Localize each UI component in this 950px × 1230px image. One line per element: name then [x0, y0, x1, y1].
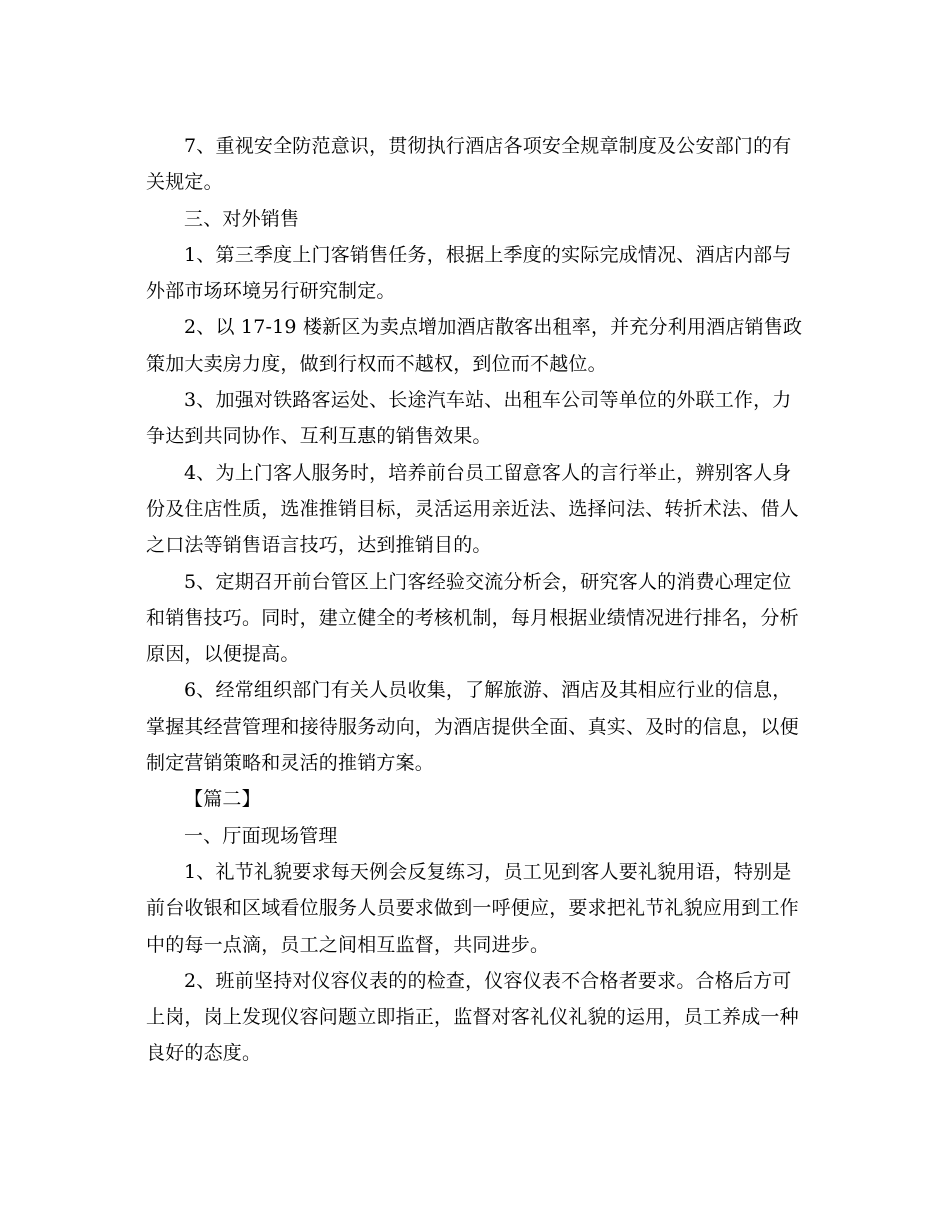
paragraph-information-collection: 6、经常组织部门有关人员收集，了解旅游、酒店及其相应行业的信息，掌握其经营管理和接待服务动向，为酒店提供全面、真实、及时的信息，以便制定营销策略和灵活的推销方案。: [146, 679, 799, 775]
section-marker-part-two: 【篇二】: [184, 788, 261, 811]
paragraph-new-floor-selling-point: 2、以 17-19 楼新区为卖点增加酒店散客出租率，并充分利用酒店销售政策加大卖房力度，做到行权而不越权，到位而不越位。: [146, 316, 803, 375]
paragraph-experience-exchange-meeting: 5、定期召开前台管区上门客经验交流分析会，研究客人的消费心理定位和销售技巧。同时，建立健全的考核机制，每月根据业绩情况进行排名，分析原因，以便提高。: [146, 570, 799, 666]
document-body: [146, 128, 806, 1072]
paragraph-security-awareness: 7、重视安全防范意识，贯彻执行酒店各项安全规章制度及公安部门的有关规定。: [146, 135, 792, 194]
paragraph-appearance-check: 2、班前坚持对仪容仪表的的检查，仪容仪表不合格者要求。合格后方可上岗，岗上发现仪容问题立即指正，监督对客礼仪礼貌的运用，员工养成一种良好的态度。: [146, 969, 799, 1065]
paragraph-external-liaison: 3、加强对铁路客运处、长途汽车站、出租车公司等单位的外联工作，力争达到共同协作、互利互惠的销售效果。: [146, 389, 792, 448]
section-heading-external-sales: 三、对外销售: [184, 207, 300, 230]
section-heading-floor-management: 一、厅面现场管理: [184, 824, 338, 847]
paragraph-walk-in-guest-service: 4、为上门客人服务时，培养前台员工留意客人的言行举止，辨别客人身份及住店性质，选准推销目标，灵活运用亲近法、选择问法、转折术法、借人之口法等销售语言技巧，达到推销目的。: [146, 461, 799, 557]
paragraph-etiquette-practice: 1、礼节礼貌要求每天例会反复练习，员工见到客人要礼貌用语，特别是前台收银和区域看位服务人员要求做到一呼便应，要求把礼节礼貌应用到工作中的每一点滴，员工之间相互监督，共同进步。: [146, 860, 799, 956]
paragraph-q3-sales-task: 1、第三季度上门客销售任务，根据上季度的实际完成情况、酒店内部与外部市场环境另行研究制定。: [146, 243, 792, 303]
